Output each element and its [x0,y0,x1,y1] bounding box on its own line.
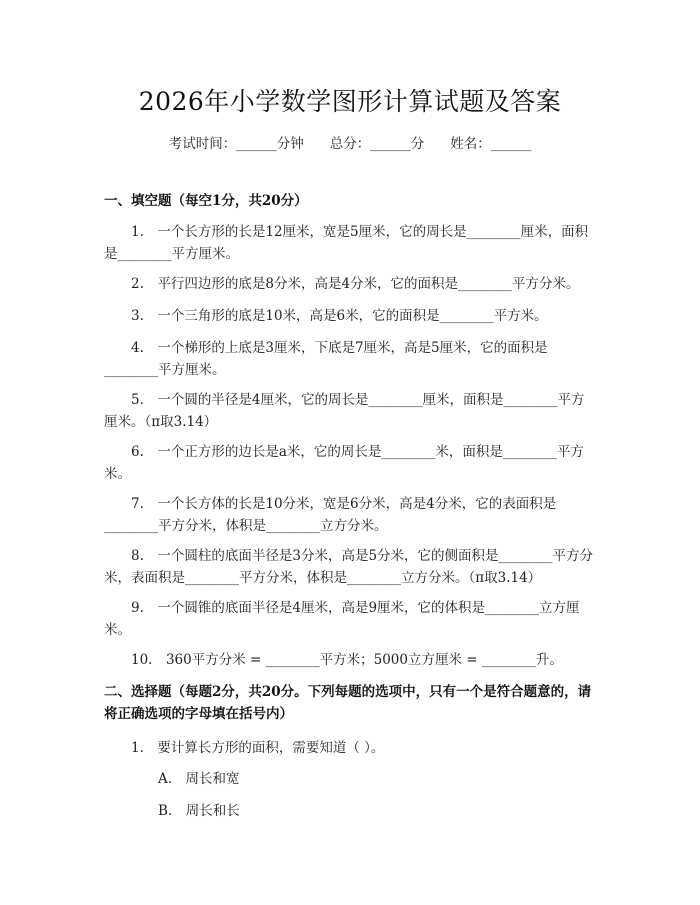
section-choice-heading: 二、选择题（每题2分，共20分。下列每题的选项中，只有一个是符合题意的，请将正确选项的字母填在括号内） [104,684,592,722]
fill-in-question: 2. 平行四边形的底是8分米，高是4分米，它的面积是________平方分米。 [131,276,580,292]
fill-in-question: 8. 一个圆柱的底面半径是3分米，高是5分米，它的侧面积是________平方分米，表面积是________平方分米，体积是________立方分米。（π取3.14） [104,548,594,586]
fill-in-question: 3. 一个三角形的底是10米，高是6米，它的面积是________平方米。 [131,308,548,324]
total-score-field: 总分：______分 [329,136,425,152]
exam-meta [0,132,700,152]
fill-in-question: 10. 360平方分米 = ________平方米；5000立方厘米 = ________升。 [131,652,563,668]
student-name-field: 姓名：______ [450,136,532,152]
exam-time-field: 考试时间：______分钟 [168,136,304,152]
choice-question: 1. 要计算长方形的面积，需要知道（ ）。 [131,740,385,756]
fill-in-question: 9. 一个圆锥的底面半径是4厘米，高是9厘米，它的体积是________立方厘米。 [104,600,580,638]
fill-in-question: 4. 一个梯形的上底是3厘米，下底是7厘米，高是5厘米，它的面积是________平方厘米。 [104,340,548,378]
fill-in-question: 1. 一个长方形的长是12厘米，宽是5厘米，它的周长是________厘米，面积是________平方厘米。 [104,224,589,262]
section-fill-in-heading: 一、填空题（每空1分，共20分） [104,193,308,209]
fill-in-question: 5. 一个圆的半径是4厘米，它的周长是________厘米，面积是________平方厘米。（π取3.14） [104,392,585,430]
choice-option-b: B. 周长和长 [158,803,240,819]
fill-in-question: 6. 一个正方形的边长是a米，它的周长是________米，面积是________平方米。 [104,444,584,482]
fill-in-question: 7. 一个长方体的长是10分米，宽是6分米，高是4分米，它的表面积是________平方分米，体积是________立方分米。 [104,496,557,534]
choice-option-a: A. 周长和宽 [158,771,240,787]
page-title: 2026年小学数学图形计算试题及答案 [138,87,562,116]
